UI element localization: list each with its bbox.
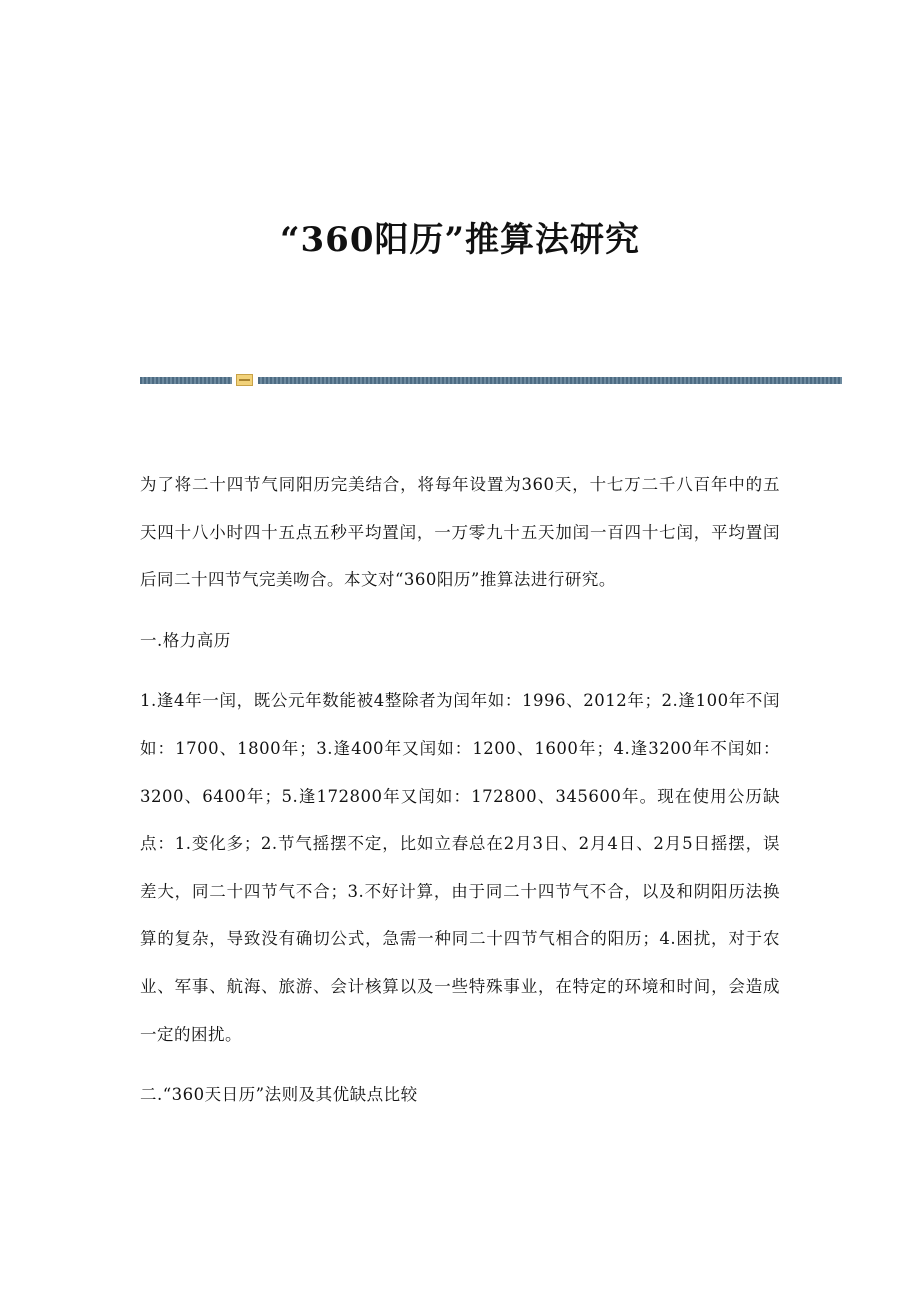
divider-bar-left (140, 377, 232, 384)
section-1-heading: 一.格力高历 (140, 630, 231, 650)
divider-bar-right (258, 377, 842, 384)
title-divider (140, 374, 842, 386)
document-title: “360阳历”推算法研究 (279, 220, 641, 260)
section-2-heading: 二.“360天日历”法则及其优缺点比较 (140, 1085, 418, 1105)
section-1-paragraph: 1.逢4年一闰，既公元年数能被4整除者为闰年如：1996、2012年；2.逢100年不闰如：1700、1800年；3.逢400年又闰如：1200、1600年；4.逢3200年不闰如：3200、6400年；5.逢172800年又闰如：172800、345600年。现在使用公历缺点：1.变化多；2.节气摇摆不定，比如立春总在2月3日、2月4日、2月5日摇摆，误差大，同二十四节气不合；3.不好计算，由于同二十四节气不合，以及和阴阳历法换算的复杂，导致没有确切公式，急需一种同二十四节气相合的阳历；4.困扰，对于农业、军事、航海、旅游、会计核算以及一些特殊事业，在特定的环境和时间，会造成一定的困扰。 (140, 691, 780, 1044)
divider-ornament-icon (236, 374, 253, 386)
document-body (140, 461, 780, 1132)
abstract-paragraph: 为了将二十四节气同阳历完美结合，将每年设置为360天，十七万二千八百年中的五天四十八小时四十五点五秒平均置闰，一万零九十五天加闰一百四十七闰，平均置闰后同二十四节气完美吻合。本文对“360阳历”推算法进行研究。 (140, 475, 780, 590)
